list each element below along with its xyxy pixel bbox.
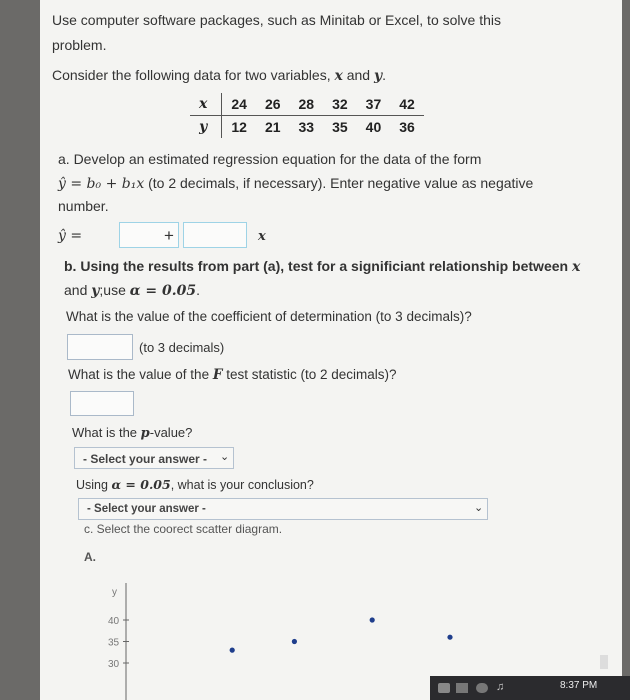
- and-text: and: [346, 67, 371, 83]
- part-b-line-2: [64, 282, 200, 299]
- question-page: [40, 0, 622, 700]
- y-row: [190, 116, 424, 139]
- y-value: 33: [298, 119, 315, 135]
- y-tick-label: 30: [108, 659, 120, 670]
- data-table: [190, 93, 424, 138]
- battery-icon: [456, 683, 468, 693]
- chevron-down-icon: ⌄: [474, 502, 484, 514]
- clock-time[interactable]: 8:37 PM: [560, 680, 598, 691]
- y-tick-label: 40: [108, 616, 120, 627]
- y-value: 12: [231, 119, 247, 135]
- f-question-text: What is the value of the: [68, 367, 210, 382]
- x-variable-label: x: [258, 229, 266, 244]
- f-question-text-2: test statistic (to 2 decimals)?: [226, 367, 397, 382]
- r2-suffix: (to 3 decimals): [139, 340, 225, 355]
- part-a-line-1: a. Develop an estimated regression equation for the data of the form: [58, 151, 482, 167]
- period: .: [196, 282, 200, 298]
- var-y: y: [373, 68, 383, 84]
- x-value: 28: [290, 93, 324, 116]
- yhat-label: ŷ =: [58, 228, 83, 244]
- x-value: 32: [323, 93, 357, 116]
- x-value: 37: [357, 93, 391, 116]
- conclusion-select[interactable]: [78, 498, 488, 520]
- conclusion-text: Using: [76, 478, 108, 492]
- scatter-point: [292, 639, 297, 644]
- period: .: [382, 67, 387, 83]
- intro-line-1: Use computer software packages, such as Minitab or Excel, to solve this: [52, 12, 501, 28]
- y-axis-label: y: [112, 587, 117, 598]
- y-value: 21: [264, 119, 281, 135]
- b1-input[interactable]: [183, 222, 247, 248]
- p-value-question: [72, 425, 192, 441]
- wifi-icon: [476, 683, 488, 693]
- speaker-icon: ♫: [496, 681, 505, 693]
- intro-consider: [52, 67, 386, 84]
- regression-formula: ŷ = b₀ + b₁x: [58, 176, 145, 192]
- var-x: x: [571, 259, 581, 275]
- alpha-expression: α = 0.05: [111, 477, 171, 492]
- scatter-point: [447, 635, 452, 640]
- alpha-expression: α = 0.05: [129, 283, 197, 299]
- var-x: x: [334, 68, 343, 84]
- chevron-down-icon: ⌄: [220, 451, 230, 463]
- x-value: 26: [256, 93, 290, 116]
- scatter-point: [370, 617, 375, 622]
- part-a-line-3: number.: [58, 198, 109, 214]
- x-header: x: [190, 93, 222, 116]
- conclusion-select-label: - Select your answer -: [87, 503, 206, 515]
- part-b-text: b. Using the results from part (a), test for a significiant relationship between: [64, 258, 569, 274]
- part-a-line-2: [58, 175, 533, 192]
- y-value: 36: [399, 119, 415, 135]
- plus-sign: +: [164, 226, 174, 245]
- and-text: and: [64, 282, 88, 298]
- r2-question: What is the value of the coefficient of determination (to 3 decimals)?: [66, 309, 472, 324]
- part-c-label: c. Select the coorect scatter diagram.: [84, 522, 283, 536]
- conclusion-question: [76, 477, 314, 492]
- taskbar: [430, 676, 630, 700]
- p-question-text-2: -value?: [149, 425, 193, 440]
- y-tick-label: 35: [108, 637, 120, 649]
- f-statistic-input[interactable]: [70, 391, 134, 416]
- part-b-line-1: [64, 258, 580, 275]
- var-y: y: [91, 283, 100, 299]
- part-a-line-2-text: (to 2 decimals, if necessary). Enter negative value as negative: [148, 175, 534, 191]
- y-value: 40: [365, 119, 382, 135]
- intro-line-2: problem.: [52, 37, 107, 53]
- p-variable: p: [140, 426, 150, 441]
- option-a-label[interactable]: A.: [84, 550, 96, 564]
- p-question-text: What is the: [72, 425, 138, 440]
- x-value: 42: [390, 93, 424, 116]
- p-value-select[interactable]: [74, 447, 234, 469]
- p-value-select-label: - Select your answer -: [83, 452, 208, 466]
- scrollbar-arrow[interactable]: [600, 655, 608, 669]
- consider-text: Consider the following data for two variables,: [52, 67, 331, 83]
- tray-icon[interactable]: [438, 683, 450, 693]
- f-variable: F: [212, 367, 223, 383]
- x-row: [190, 93, 424, 116]
- x-value: 24: [222, 93, 256, 116]
- y-value: 35: [332, 119, 348, 135]
- use-text: ;use: [99, 282, 126, 298]
- f-question: [68, 367, 397, 383]
- conclusion-text-2: , what is your conclusion?: [170, 478, 314, 492]
- scatter-point: [230, 648, 235, 653]
- r2-input[interactable]: [67, 334, 133, 360]
- y-header: y: [190, 116, 222, 139]
